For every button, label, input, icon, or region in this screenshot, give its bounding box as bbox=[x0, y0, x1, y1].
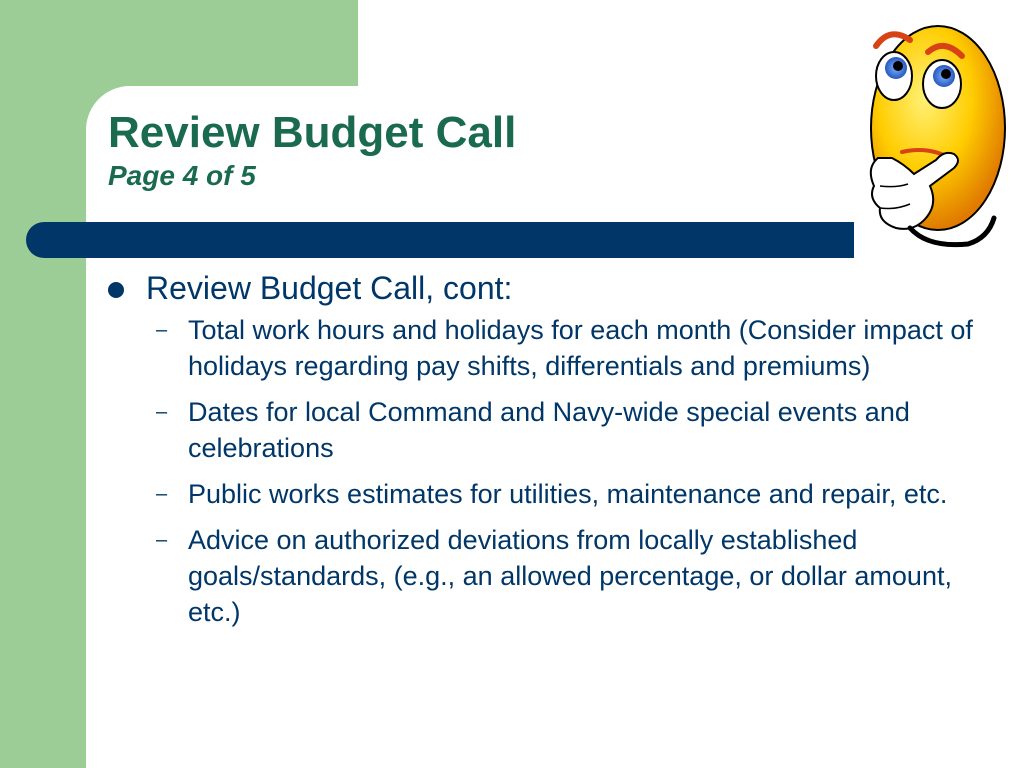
dash-icon: – bbox=[156, 483, 168, 505]
dash-icon: – bbox=[156, 401, 168, 423]
bullet-item bbox=[104, 268, 1004, 308]
sub-bullet-item bbox=[156, 394, 1004, 466]
sub-bullet-item bbox=[156, 522, 1004, 630]
sub-bullet-text: Advice on authorized deviations from locally established goals/standards, (e.g., an allowed percentage, or dollar amount, etc.) bbox=[188, 525, 952, 627]
slide-subtitle: Page 4 of 5 bbox=[108, 160, 256, 191]
bullet-dot-icon bbox=[108, 282, 124, 298]
dash-icon: – bbox=[156, 319, 168, 341]
title-block bbox=[108, 108, 808, 192]
thinking-smiley-icon bbox=[858, 18, 1008, 248]
bullet-text: Review Budget Call, cont: bbox=[146, 270, 513, 306]
slide-title: Review Budget Call bbox=[108, 108, 517, 157]
sub-bullet-item bbox=[156, 312, 1004, 384]
sub-bullet-text: Total work hours and holidays for each month (Consider impact of holidays regarding pay shifts, differentials and premiums) bbox=[188, 315, 973, 381]
sub-bullet-text: Dates for local Command and Navy-wide special events and celebrations bbox=[188, 397, 910, 463]
title-divider-bar bbox=[26, 222, 854, 258]
dash-icon: – bbox=[156, 529, 168, 551]
sub-bullet-text: Public works estimates for utilities, maintenance and repair, etc. bbox=[188, 479, 948, 509]
slide-body bbox=[104, 268, 1004, 640]
sub-bullet-list bbox=[104, 312, 1004, 630]
sub-bullet-item bbox=[156, 476, 1004, 512]
